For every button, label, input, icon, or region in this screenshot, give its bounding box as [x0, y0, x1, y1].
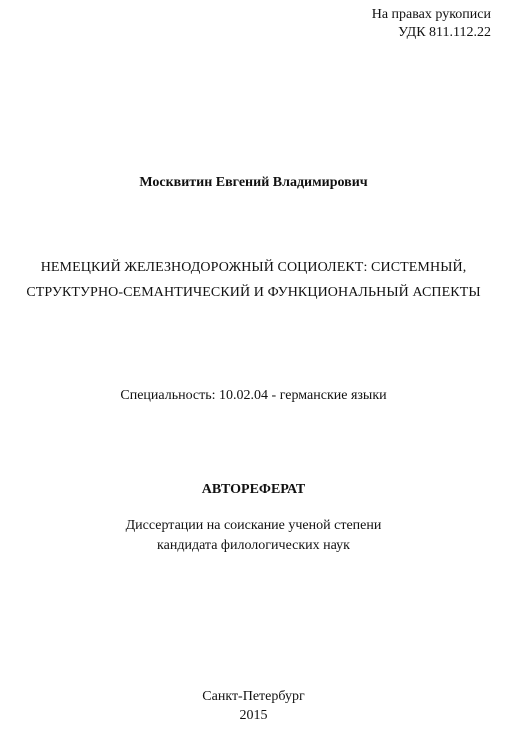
- purpose-line-2: кандидата филологических наук: [157, 538, 350, 553]
- year: 2015: [239, 708, 268, 723]
- title-line-2: СТРУКТУРНО-СЕМАНТИЧЕСКИЙ И ФУНКЦИОНАЛЬНЫЙ АСПЕКТЫ: [26, 285, 481, 300]
- author-name: Москвитин Евгений Владимирович: [139, 175, 368, 190]
- rights-notice: На правах рукописи: [371, 7, 491, 22]
- title-line-1: НЕМЕЦКИЙ ЖЕЛЕЗНОДОРОЖНЫЙ СОЦИОЛЕКТ: СИСТЕМНЫЙ,: [40, 260, 467, 275]
- document-type: АВТОРЕФЕРАТ: [201, 482, 306, 497]
- header-block: [372, 6, 491, 42]
- specialty-line: Специальность: 10.02.04 - германские языки: [120, 388, 387, 403]
- purpose-line-1: Диссертации на соискание ученой степени: [125, 518, 382, 533]
- city: Санкт-Петербург: [202, 689, 305, 704]
- udc-code: УДК 811.112.22: [398, 25, 491, 40]
